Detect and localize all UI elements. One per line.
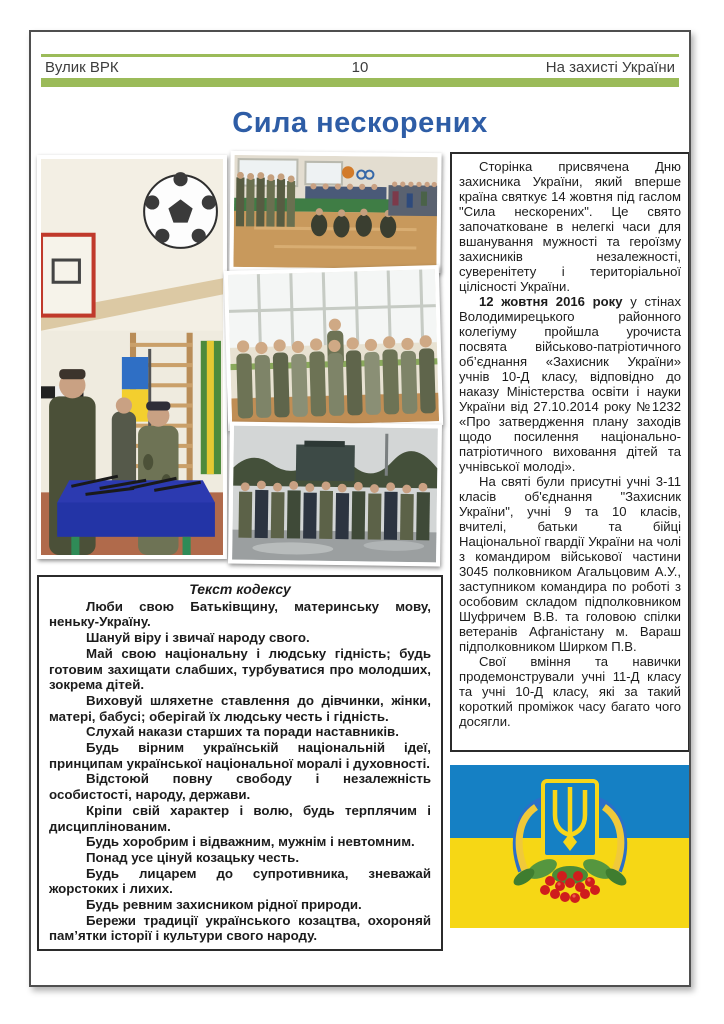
photo-weapon-handover — [37, 155, 227, 559]
right-column — [450, 152, 690, 951]
codex-item: Будь ревним захисником рідної природи. — [86, 897, 362, 913]
page-number: 10 — [351, 59, 369, 76]
page-header — [31, 57, 689, 77]
article-paragraph — [459, 159, 681, 294]
photo-oath-ceremony — [224, 265, 443, 431]
codex-item: Виховуй шляхетне ставлення до дівчинки, жінки, матері, бабусі; оберігай їх людську честь і гідність. — [49, 692, 431, 724]
codex-text-box — [37, 575, 443, 951]
page-content — [37, 152, 683, 951]
photo-weapon-handover-image — [41, 159, 223, 555]
codex-item: Май свою національну і людську гідність; будь готовим захищати слабших, турбуватися про молодших, зокрема дітей. — [49, 645, 431, 693]
article-title: Сила нескорених — [232, 107, 488, 139]
paragraph-text: На святі були присутні учні 3-11 класів об'єднання "Захисник України", учні 9 та 10 класів, вчителі, батьки та бійці Національної гвардії України на чолі з командиром військової частини 3045 полковником Агальцовим А.У., заступником командира по роботі з особовим складом підполковником Шуфричем В.В. та головою спілки ветеранів Афганістану м. Вараш підполковником Ширком П.В. — [459, 474, 681, 654]
codex-item: Бережи традиції українського козацтва, охороняй пам’ятки історії і культури свого народу. — [49, 912, 431, 944]
photo-oath-ceremony-image — [228, 269, 439, 427]
photo-gym-formation — [229, 151, 441, 273]
header-rule-bottom — [41, 78, 679, 87]
codex-item: Будь лицарем до супротивника, зневажай жорстоких і лихих. — [49, 865, 431, 897]
photo-collage — [37, 152, 443, 568]
photo-gym-formation-image — [233, 155, 437, 269]
paragraph-text: Свої вміння та навички продемонстрували учні 11-Д класу та учні 10-Д класу, які за такий короткий проміжок часу багато чого досягли. — [459, 654, 681, 729]
codex-item: Слухай накази старших та поради наставників. — [86, 724, 399, 740]
header-publication-name: Вулик ВРК — [45, 59, 119, 76]
codex-item: Відстоюй повну свободу і незалежність особистості, народу, держави. — [49, 771, 431, 803]
ukraine-flag-emblem — [450, 765, 690, 928]
photo-group-outdoors — [228, 422, 442, 567]
article-paragraph — [459, 474, 681, 654]
codex-item: Будь вірним українській національній ідеї, принципам української національної моралі і духовності. — [49, 740, 431, 771]
codex-item: Будь хоробрим і відважним, мужнім і невтомним. — [86, 834, 415, 850]
ukraine-flag-image — [450, 765, 690, 928]
paragraph-lead: 12 жовтня 2016 року — [479, 294, 623, 309]
header-section-name: На захисті України — [545, 59, 675, 76]
article-text-box — [450, 152, 690, 752]
article-paragraph — [459, 654, 681, 729]
paragraph-text: Сторінка присвячена Дню захисника України, який вперше країна святкує 14 жовтня під гаслом "Сила нескорених". Це свято започатковане в нелегкі часи для вшанування мужності та героїзму захисників незалежності, суверенітету і територіальної цілісності України. — [459, 159, 681, 294]
codex-item: Люби свою Батьківщину, материнську мову, неньку-Україну. — [49, 598, 431, 630]
codex-item: Понад усе цінуй козацьку честь. — [86, 849, 300, 865]
left-column — [37, 152, 443, 951]
photo-group-outdoors-image — [232, 426, 438, 563]
codex-item: Шануй віру і звичаї народу свого. — [86, 630, 310, 646]
paragraph-text: у стінах Володимирецького районного колегіуму пройшла урочиста посвята військово-патріотичного об’єднання «Захисник України» учнів 10-Д класу, відповідно до наказу Міністерства освіти і науки України від 27.10.2014 року №1232 «Про затвердження плану заходів щодо посилення національно-патріотичного виховання дітей та учнівської молоді». — [459, 294, 682, 474]
newspaper-page — [29, 30, 691, 987]
article-paragraph — [459, 294, 681, 474]
codex-item: Кріпи свій характер і волю, будь терплячим і дисциплінованим. — [49, 802, 431, 834]
codex-heading: Текст кодексу — [189, 581, 291, 597]
